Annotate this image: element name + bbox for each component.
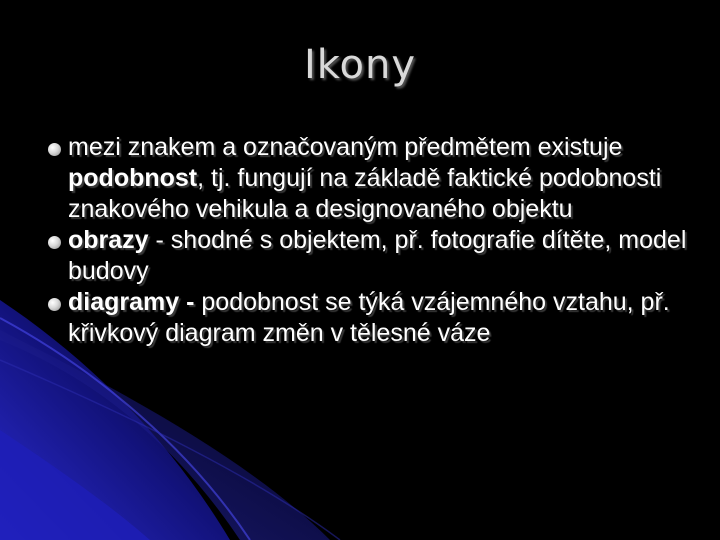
bullet-emphasis: obrazy [68,226,149,254]
bullet-item [48,225,688,287]
bullet-item [48,132,688,225]
bullet-text: - shodné s objektem, př. fotografie dítěte, model budovy [68,226,687,285]
sphere-bullet-icon [48,143,61,156]
bullet-emphasis: podobnost [68,164,198,192]
bullet-list [48,132,688,349]
bullet-emphasis: diagramy - [68,288,195,316]
bullet-item [48,287,688,349]
sphere-bullet-icon [48,236,61,249]
bullet-text: , tj. fungují na základě faktické podobnosti znakového vehikula a designovaného objektu [68,164,662,223]
bullet-text: podobnost se týká vzájemného vztahu, př. křivkový diagram změn v tělesné váze [68,288,670,347]
bullet-text: mezi znakem a označovaným předmětem existuje [68,133,623,161]
slide-title: Ikony [303,42,417,88]
sphere-bullet-icon [48,298,61,311]
